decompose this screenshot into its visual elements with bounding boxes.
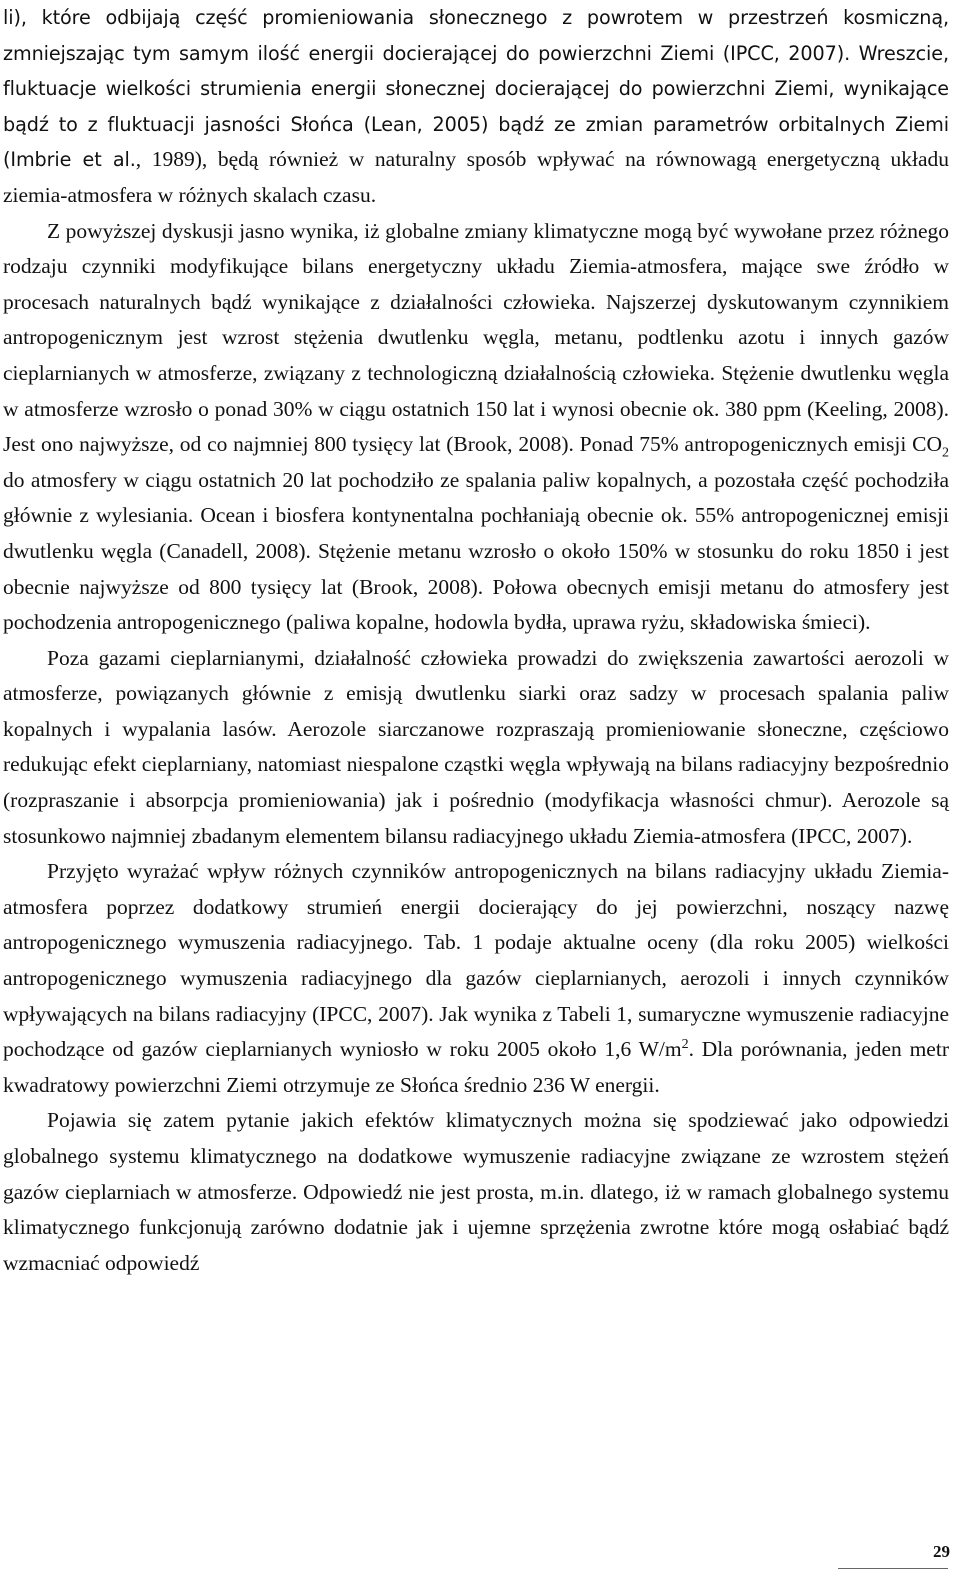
paragraph-2-sentence-10: Stężenie metanu wzrosło o około 150% w stosunku do roku 1850 i jest obecnie najwyższe od 800 tysięcy lat (Brook, 2008). bbox=[3, 538, 949, 599]
unit-superscript: 2 bbox=[681, 1037, 689, 1053]
paragraph-5 bbox=[3, 1103, 949, 1281]
co2-subscript: 2 bbox=[942, 445, 949, 461]
paragraph-5-sentence-2: Odpowiedź nie jest prosta, m.in. dlatego, iż w ramach globalnego systemu klimatycznego funkcjonują zarówno dodatnie jak i ujemne sprzężenia zwrotne które mogą osłabiać bądź wzmacniać odpowiedź bbox=[3, 1179, 949, 1275]
paragraph-2-sentence-8: Ocean i biosfera kontynentalna pochłaniają obecnie ok. bbox=[193, 503, 688, 528]
paragraph-4-sentence-5: Dla porównania, jeden metr kwadratowy powierzchni Ziemi otrzymuje ze Słońca średnio 236 W energii. bbox=[3, 1037, 949, 1097]
paragraph-3-sentence-3: Aerozole są stosunkowo najmniej zbadanym elementem bilansu radiacyjnego układu Ziemia-atmosfera (IPCC, 2007). bbox=[3, 788, 950, 848]
paragraph-2-sentence-11: Połowa obecnych emisji metanu do atmosfery jest pochodzenia antropogenicznego (paliwa kopalne, hodowla bydła, uprawa ryżu, składowiska śmieci). bbox=[3, 574, 949, 635]
paragraph-2-sentence-6: Ponad 75% antropogenicznych emisji CO bbox=[573, 432, 942, 457]
paragraph-1-sentence-2: , 1989), będą również w naturalny sposób wpływać na równowagą energetyczną układu ziemia-atmosfera w różnych skalach czasu. bbox=[3, 147, 949, 207]
paragraph-5-sentence-1: Pojawia się zatem pytanie jakich efektów klimatycznych można się spodziewać jako odpowiedzi globalnego systemu klimatycznego na dodatkowe wymuszenie radiacyjne związane ze wzrostem stężeń gazów cieplarniach w atmosferze. bbox=[3, 1108, 949, 1204]
paragraph-2-sentence-5: Jest ono najwyższe, od co najmniej 800 tysięcy lat (Brook, 2008). bbox=[3, 432, 574, 457]
paragraph-4-sentence-2: Tab. 1 podaje aktualne oceny (dla roku 2005) wielkości antropogenicznego wymuszenia radiacyjnego dla gazów cieplarnianych, aerozoli i innych czynników wpływających na bilans radiacyjny (IPCC, 2007). bbox=[3, 930, 949, 1026]
paragraph-3 bbox=[3, 641, 949, 855]
page-number-rule bbox=[838, 1568, 948, 1569]
document-page bbox=[3, 0, 949, 1281]
paragraph-2-sentence-3: Stężenie dwutlenku węgla w atmosferze wzrosło o ponad 30% w ciągu ostatnich 150 lat i wynosi obecnie ok. bbox=[3, 360, 949, 421]
paragraph-2-sentence-7: do atmosfery w ciągu ostatnich 20 lat pochodziło ze spalania paliw kopalnych, a pozostała część pochodziła głównie z wylesiania. bbox=[3, 467, 949, 528]
paragraph-2-sentence-4: 380 ppm (Keeling, 2008). bbox=[719, 396, 949, 421]
page-number: 29 bbox=[933, 1542, 950, 1561]
paragraph-4-sentence-4: . bbox=[688, 1037, 694, 1062]
paragraph-2-sentence-9: 55% antropogenicznej emisji dwutlenku węgla (Canadell, 2008). bbox=[3, 503, 949, 563]
paragraph-4-sentence-3: Jak wynika z Tabeli 1, sumaryczne wymuszenie radiacyjne pochodzące od gazów cieplarnianych wyniosło w roku 2005 około 1,6 W/m bbox=[3, 1001, 950, 1062]
paragraph-1-sentence-1: li), które odbijają część promieniowania słonecznego z powrotem w przestrzeń kosmiczną, zmniejszając tym samym ilość energii docierającej do powierzchni Ziemi (IPCC, 2007). Wreszcie, fluktuacje wielkości strumienia energii słonecznej docierającej do powierzchni Ziemi, wynikające bądź to z fluktuacji jasności Słońca (Lean, 2005) bądź ze zmian parametrów orbitalnych Ziemi (Imbrie et al. bbox=[3, 6, 949, 172]
paragraph-3-sentence-2: Aerozole siarczanowe rozpraszają promieniowanie słoneczne, częściowo redukując efekt cieplarniany, natomiast niespalone cząstki węgla wpływają na bilans radiacyjny bezpośrednio (rozpraszanie i absorpcja promieniowania) jak i pośrednio (modyfikacja własności chmur). bbox=[3, 716, 949, 813]
paragraph-1 bbox=[3, 0, 949, 214]
paragraph-3-sentence-1: Poza gazami cieplarnianymi, działalność człowieka prowadzi do zwiększenia zawartości aerozoli w atmosferze, powiązanych głównie z emisją dwutlenku siarki oraz sadzy w procesach spalania paliw kopalnych i wypalania lasów. bbox=[3, 645, 949, 741]
paragraph-4-sentence-1: Przyjęto wyrażać wpływ różnych czynników antropogenicznych na bilans radiacyjny układu Ziemia-atmosfera poprzez dodatkowy strumień energii docierający do jej powierzchni, noszący nazwę antropogenicznego wymuszenia radiacyjnego. bbox=[3, 859, 949, 955]
paragraph-2-sentence-1: Z powyższej dyskusji jasno wynika, iż globalne zmiany klimatyczne mogą być wywołane przez różnego rodzaju czynniki modyfikujące bilans energetyczny układu Ziemia-atmosfera, mające swe źródło w procesach naturalnych bądź wynikające z działalności człowieka. bbox=[3, 218, 949, 314]
paragraph-2-sentence-2: Najszerzej dyskutowanym czynnikiem antropogenicznym jest wzrost stężenia dwutlenku węgla, metanu, podtlenku azotu i innych gazów cieplarnianych w atmosferze, związany z technologiczną działalnością człowieka. bbox=[3, 289, 949, 385]
paragraph-2 bbox=[3, 214, 949, 641]
paragraph-4 bbox=[3, 854, 949, 1103]
